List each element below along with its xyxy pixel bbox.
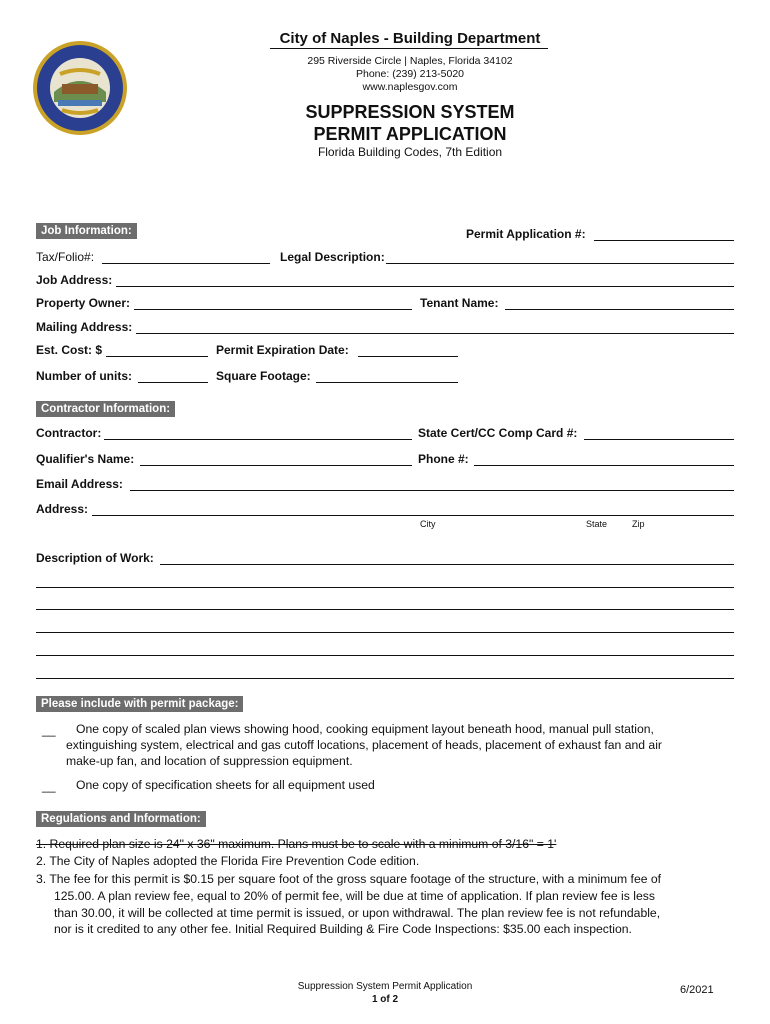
address-field[interactable] — [92, 515, 734, 516]
legal-description-field[interactable] — [386, 263, 734, 264]
number-of-units-label: Number of units: — [36, 369, 132, 383]
square-footage-field[interactable] — [316, 382, 458, 383]
title-rule — [270, 48, 548, 49]
description-of-work-label: Description of Work: — [36, 551, 154, 565]
description-line-6[interactable] — [36, 678, 734, 679]
description-line-4[interactable] — [36, 632, 734, 633]
phone-line: Phone: (239) 213-5020 — [356, 68, 464, 80]
footer-page-number: 1 of 2 — [371, 994, 399, 1005]
city-seal-logo — [32, 40, 128, 136]
regulation-3-line-2: 125.00. A plan review fee, equal to 20% of permit fee, will be due at time of application. If plan review fee is less — [54, 889, 655, 903]
qualifier-name-label: Qualifier's Name: — [36, 452, 135, 466]
number-of-units-field[interactable] — [138, 382, 208, 383]
checklist-blank-1[interactable]: __ — [42, 723, 56, 737]
tenant-name-label: Tenant Name: — [420, 296, 499, 310]
phone-field[interactable] — [474, 465, 734, 466]
phone-label: Phone #: — [418, 452, 469, 466]
checklist-item-1-line-3: make-up fan, and location of suppression equipment. — [66, 754, 353, 768]
tenant-name-field[interactable] — [505, 309, 734, 310]
permit-expiration-label: Permit Expiration Date: — [216, 343, 349, 357]
regulations-header: Regulations and Information: — [36, 811, 206, 827]
description-line-5[interactable] — [36, 655, 734, 656]
code-edition: Florida Building Codes, 7th Edition — [317, 145, 503, 159]
permit-application-number-label: Permit Application #: — [466, 227, 586, 241]
legal-description-label: Legal Description: — [280, 250, 385, 264]
state-cert-label: State Cert/CC Comp Card #: — [418, 426, 578, 440]
contractor-information-header: Contractor Information: — [36, 401, 175, 417]
qualifier-name-field[interactable] — [140, 465, 412, 466]
contractor-label: Contractor: — [36, 426, 102, 440]
tax-folio-label: Tax/Folio#: — [36, 250, 95, 264]
regulation-3-line-3: than 30.00, it will be collected at time permit is issued, or upon withdrawal. The plan review fee is not refundable, — [54, 906, 661, 920]
website-line: www.naplesgov.com — [362, 81, 458, 93]
regulation-1: 1. Required plan size is 24" x 36" maximum. Plans must be to scale with a minimum of 3/16" = 1' — [36, 837, 557, 851]
checklist-item-1-line-1: One copy of scaled plan views showing hood, cooking equipment layout beneath hood, manual pull station, — [76, 722, 654, 736]
department-title: City of Naples - Building Department — [279, 30, 541, 47]
checklist-item-2: One copy of specification sheets for all equipment used — [76, 778, 375, 792]
permit-expiration-field[interactable] — [358, 356, 458, 357]
est-cost-label: Est. Cost: $ — [36, 343, 103, 357]
regulation-2: 2. The City of Naples adopted the Florida Fire Prevention Code edition. — [36, 854, 420, 868]
tax-folio-field[interactable] — [102, 263, 270, 264]
regulation-3-line-4: nor is it credited to any other fee. Initial Required Building & Fire Code Inspections: $35.00 each inspection. — [54, 922, 632, 936]
form-title-line-1: SUPPRESSION SYSTEM — [305, 102, 515, 122]
permit-application-number-field[interactable] — [594, 240, 734, 241]
address-label: Address: — [36, 502, 89, 516]
job-address-field[interactable] — [116, 286, 734, 287]
square-footage-label: Square Footage: — [216, 369, 311, 383]
description-line-2[interactable] — [36, 587, 734, 588]
regulation-3-line-1: 3. The fee for this permit is $0.15 per square foot of the gross square footage of the structure, with a minimum fee of — [36, 872, 662, 886]
property-owner-field[interactable] — [134, 309, 412, 310]
description-line-1[interactable] — [160, 564, 734, 565]
job-address-label: Job Address: — [36, 273, 113, 287]
description-line-3[interactable] — [36, 609, 734, 610]
email-address-field[interactable] — [130, 490, 734, 491]
contractor-field[interactable] — [104, 439, 412, 440]
email-address-label: Email Address: — [36, 477, 123, 491]
checklist-item-1-line-2: extinguishing system, electrical and gas cutoff locations, placement of heads, placement of exhaust fan and air — [66, 738, 662, 752]
permit-package-header: Please include with permit package: — [36, 696, 243, 712]
job-information-header: Job Information: — [36, 223, 137, 239]
footer-document-name: Suppression System Permit Application — [297, 981, 473, 992]
zip-caption: Zip — [632, 519, 645, 529]
footer-revision-date: 6/2021 — [680, 984, 714, 996]
checklist-blank-2[interactable]: __ — [42, 779, 56, 793]
city-caption: City — [420, 519, 436, 529]
address-line: 295 Riverside Circle | Naples, Florida 34102 — [307, 55, 513, 67]
mailing-address-field[interactable] — [136, 333, 734, 334]
state-cert-field[interactable] — [584, 439, 734, 440]
est-cost-field[interactable] — [106, 356, 208, 357]
property-owner-label: Property Owner: — [36, 296, 131, 310]
mailing-address-label: Mailing Address: — [36, 320, 133, 334]
form-title-line-2: PERMIT APPLICATION — [313, 124, 507, 144]
state-caption: State — [586, 519, 608, 529]
